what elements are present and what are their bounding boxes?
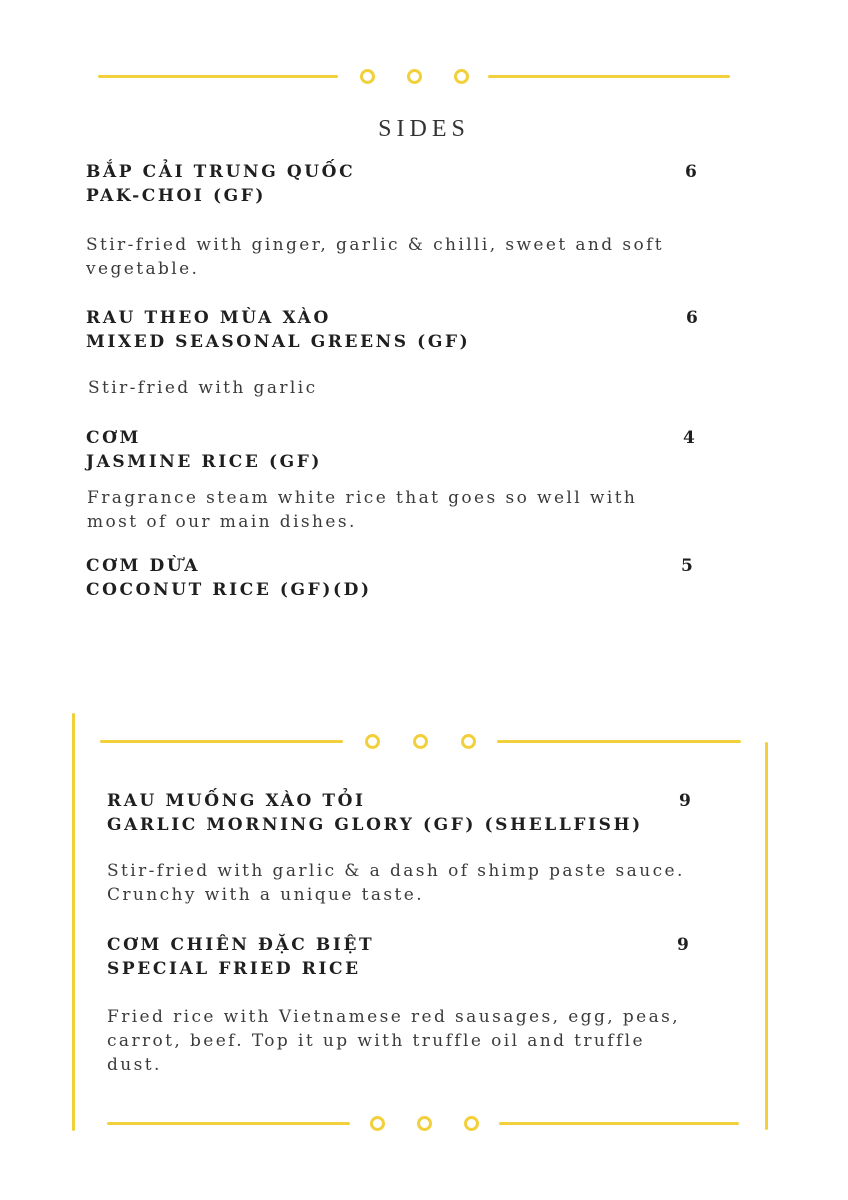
divider-dot	[365, 734, 380, 749]
item-price: 5	[681, 556, 693, 576]
item-description: Fragrance steam white rice that goes so well with	[87, 488, 638, 508]
item-name-vi: RAU MUỐNG XÀO TỎI	[107, 791, 366, 811]
item-name-en: MIXED SEASONAL GREENS (GF)	[86, 332, 471, 352]
item-name-en: JASMINE RICE (GF)	[86, 452, 323, 472]
divider-line	[107, 1122, 350, 1125]
item-description: Crunchy with a unique taste.	[107, 885, 425, 905]
item-description: dust.	[107, 1055, 162, 1075]
item-name-en: GARLIC MORNING GLORY (GF) (SHELLFISH)	[107, 815, 643, 835]
box-right-border	[765, 742, 768, 1130]
item-name-en: SPECIAL FRIED RICE	[107, 959, 361, 979]
divider-dot	[454, 69, 469, 84]
divider-dot	[360, 69, 375, 84]
divider-dot	[407, 69, 422, 84]
item-name-vi: CƠM	[86, 428, 141, 448]
item-name-vi: RAU THEO MÙA XÀO	[86, 308, 331, 328]
divider-line	[497, 740, 741, 743]
divider-line	[499, 1122, 739, 1125]
item-price: 4	[683, 428, 695, 448]
divider-dot	[461, 734, 476, 749]
divider-dot	[464, 1116, 479, 1131]
divider-line	[100, 740, 343, 743]
item-name-en: COCONUT RICE (GF)(D)	[86, 580, 372, 600]
item-description: Fried rice with Vietnamese red sausages, egg, peas,	[107, 1007, 681, 1027]
item-price: 6	[685, 162, 697, 182]
divider-dot	[413, 734, 428, 749]
item-description: most of our main dishes.	[87, 512, 357, 532]
item-name-vi: BẮP CẢI TRUNG QUỐC	[86, 162, 356, 182]
item-description: vegetable.	[86, 259, 200, 279]
item-price: 9	[679, 791, 691, 811]
item-description: Stir-fried with garlic	[88, 378, 318, 398]
item-description: carrot, beef. Top it up with truffle oil and truffle	[107, 1031, 645, 1051]
divider-line	[488, 75, 730, 78]
section-title: SIDES	[378, 116, 470, 142]
item-description: Stir-fried with garlic & a dash of shimp paste sauce.	[107, 861, 685, 881]
divider-dot	[417, 1116, 432, 1131]
divider-dot	[370, 1116, 385, 1131]
box-top-divider	[0, 733, 848, 749]
box-left-border	[72, 713, 75, 1131]
item-name-en: PAK-CHOI (GF)	[86, 186, 267, 206]
item-name-vi: CƠM DỪA	[86, 556, 201, 576]
item-price: 6	[686, 308, 698, 328]
box-bottom-divider	[0, 1115, 848, 1131]
item-description: Stir-fried with ginger, garlic & chilli, sweet and soft	[86, 235, 665, 255]
item-name-vi: CƠM CHIÊN ĐẶC BIỆT	[107, 935, 375, 955]
top-divider	[0, 68, 848, 84]
item-price: 9	[677, 935, 689, 955]
divider-line	[98, 75, 338, 78]
